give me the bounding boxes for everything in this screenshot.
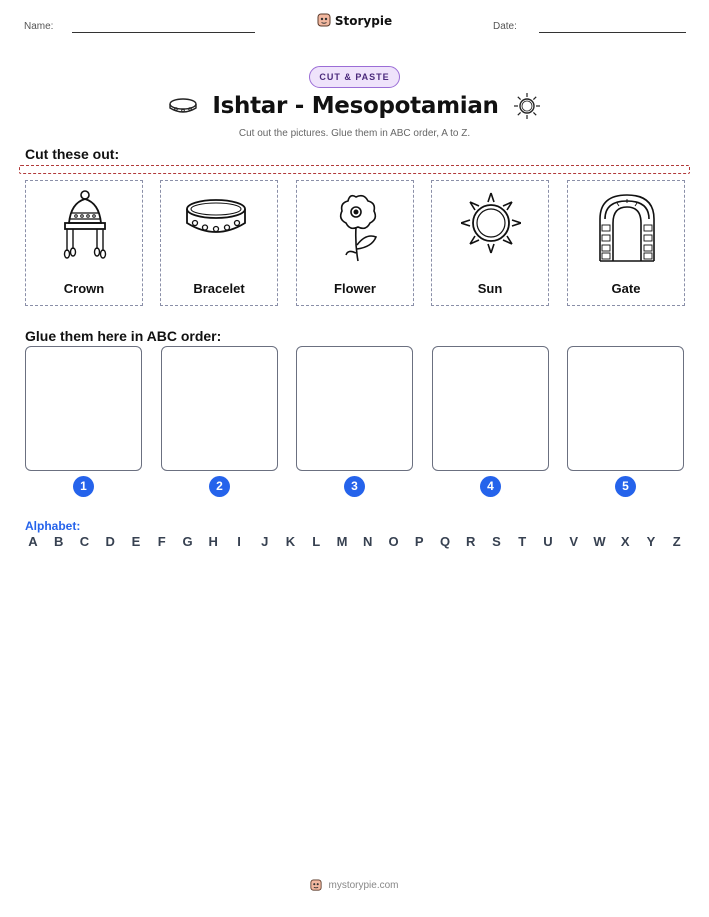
alphabet-letter: W [593, 534, 606, 549]
cut-label-bracelet: Bracelet [193, 281, 245, 296]
alphabet-letter: T [518, 534, 527, 549]
cut-card-crown[interactable] [25, 180, 143, 306]
alphabet-letter: V [569, 534, 579, 549]
date-label: Date: [493, 21, 517, 32]
glue-box-4[interactable] [432, 346, 549, 471]
instructions: Cut out the pictures. Glue them in ABC order, A to Z. [238, 128, 471, 139]
alphabet-letter: J [261, 534, 269, 549]
footer [0, 879, 709, 892]
alphabet-letter: E [131, 534, 141, 549]
sun-icon [461, 189, 521, 269]
cut-card-bracelet[interactable] [160, 180, 278, 306]
number-badge-5: 5 [615, 476, 636, 497]
alphabet-letter: M [336, 534, 348, 549]
gate-icon [597, 189, 657, 269]
storypie-mascot-icon [310, 879, 322, 892]
sun-icon [513, 92, 541, 120]
brand-logo [0, 13, 709, 28]
glue-section-heading: Glue them here in ABC order: [25, 328, 222, 344]
alphabet-letter: K [285, 534, 296, 549]
cut-label-sun: Sun [477, 281, 503, 296]
cut-paste-badge: CUT & PASTE [309, 66, 399, 88]
name-line[interactable] [72, 32, 255, 33]
glue-box-1[interactable] [25, 346, 142, 471]
alphabet-letter: Q [439, 534, 451, 549]
cut-guide-line [19, 165, 690, 174]
footer-url[interactable]: mystorypie.com [328, 880, 399, 891]
cut-label-crown: Crown [63, 281, 105, 296]
alphabet-letter: G [182, 534, 193, 549]
glue-box-2[interactable] [161, 346, 278, 471]
alphabet-letter: X [620, 534, 630, 549]
brand-name: Storypie [334, 13, 393, 28]
alphabet-letter: Z [672, 534, 681, 549]
number-badge-3: 3 [344, 476, 365, 497]
glue-box-3[interactable] [296, 346, 413, 471]
number-badge-4: 4 [480, 476, 501, 497]
alphabet-letter: C [79, 534, 90, 549]
alphabet-letter: O [388, 534, 399, 549]
alphabet-letter: H [208, 534, 218, 549]
glue-box-5[interactable] [567, 346, 684, 471]
alphabet-letter: S [492, 534, 501, 549]
cut-card-flower[interactable] [296, 180, 414, 306]
alphabet-letter: R [466, 534, 476, 549]
cut-card-sun[interactable] [431, 180, 549, 306]
alphabet-letter: L [312, 534, 321, 549]
alphabet-letter: U [543, 534, 553, 549]
cut-card-gate[interactable] [567, 180, 685, 306]
alphabet-letter: Y [646, 534, 656, 549]
storypie-mascot-icon [317, 13, 331, 28]
alphabet-letter: D [105, 534, 115, 549]
alphabet-row [25, 534, 685, 549]
alphabet-letter: F [157, 534, 166, 549]
cut-label-flower: Flower [334, 281, 376, 296]
alphabet-letter: B [54, 534, 64, 549]
alphabet-letter: N [363, 534, 373, 549]
page-title: Ishtar - Mesopotamian [212, 93, 499, 119]
crown-icon [55, 189, 115, 269]
number-badge-2: 2 [209, 476, 230, 497]
bracelet-icon [186, 189, 246, 269]
cut-label-gate: Gate [611, 281, 641, 296]
title-row [0, 92, 709, 120]
alphabet-letter: P [414, 534, 424, 549]
cut-section-heading: Cut these out: [25, 146, 120, 162]
name-label: Name: [24, 21, 54, 32]
number-badge-1: 1 [73, 476, 94, 497]
alphabet-letter: I [237, 534, 241, 549]
bracelet-icon [168, 97, 198, 115]
date-line[interactable] [539, 32, 686, 33]
flower-icon [326, 189, 386, 269]
alphabet-title: Alphabet: [25, 519, 81, 533]
alphabet-letter: A [28, 534, 38, 549]
